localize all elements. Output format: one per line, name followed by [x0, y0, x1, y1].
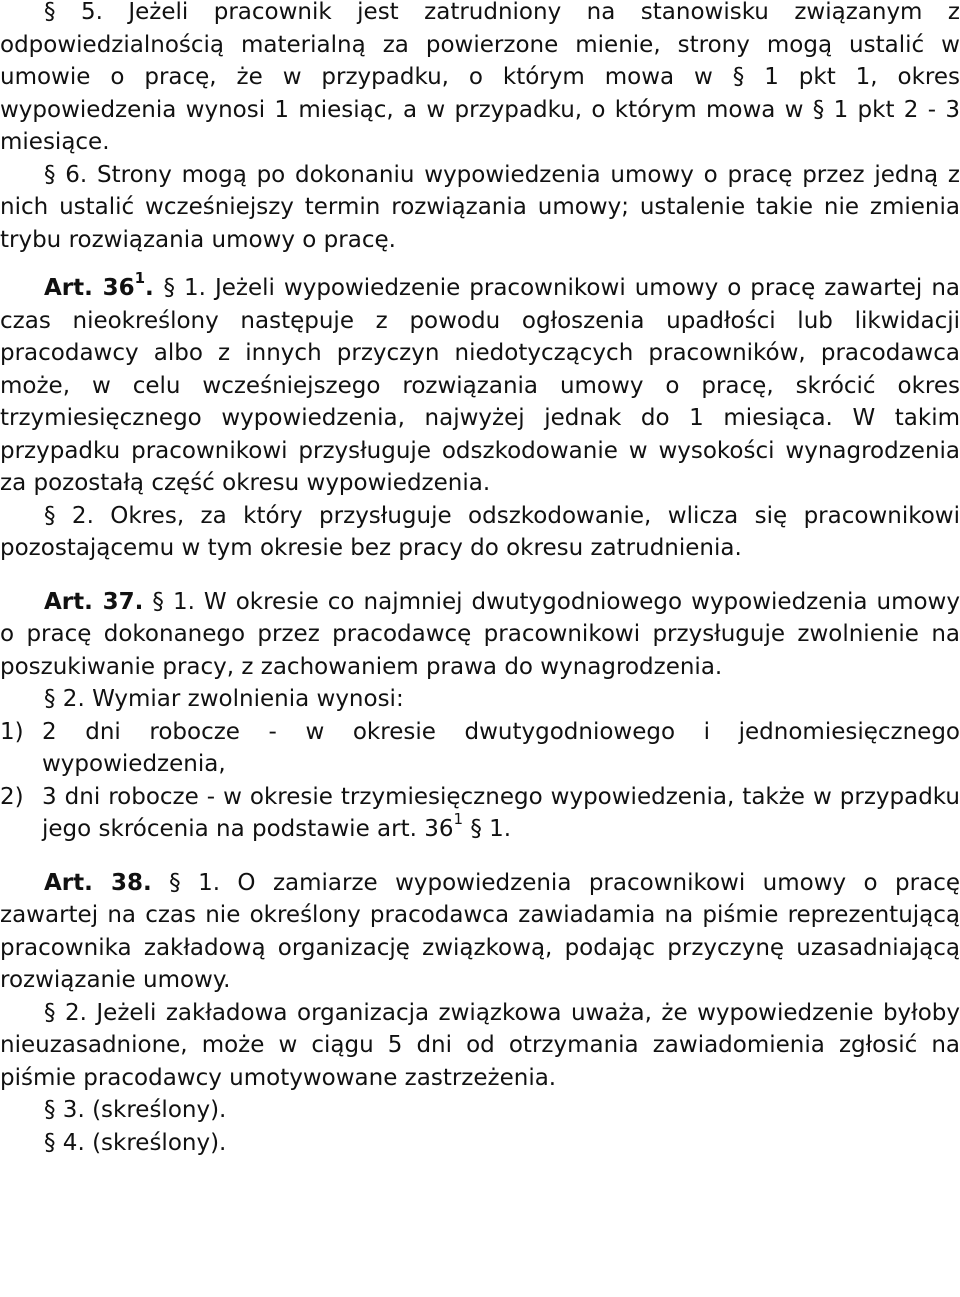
article-37-text: § 1. W okresie co najmniej dwutygodniowego wypowiedzenia umowy o pracę dokonanego przez pracodawcę pracownikowi przysługuje zwolnienie na poszukiwanie pracy, z zachowaniem prawa do wynagrodzenia. — [0, 588, 960, 680]
article-36-number: Art. $36^1$. — [44, 269, 164, 301]
article-36-text: § 1. Jeżeli wypowiedzenie pracownikowi umowy o pracę zawartej na czas nieokreślony następuje z powodu ogłoszenia upadłości lub likwidacji pracodawcy albo z innych przyczyn niedotyczących pracowników, pracodawca może, w celu wcześniejszego rozwiązania umowy o pracę, skrócić okres trzymiesięcznego wypowiedzenia, najwyżej jednak do 1 miesiąca. W takim przypadku pracownikowi przysługuje odszkodowanie w wysokości wynagrodzenia za pozostałą część okresu wypowiedzenia. — [0, 275, 960, 496]
list-item — [0, 781, 960, 846]
article-38-paragraph-2: § 2. Jeżeli zakładowa organizacja związkowa uważa, że wypowiedzenie byłoby nieuzasadnione, może w ciągu 5 dni od otrzymania zawiadomienia zgłosić na piśmie pracodawcy umotywowane zastrzeżenia. — [0, 999, 960, 1091]
article-36-paragraph-2: § 2. Okres, za który przysługuje odszkodowanie, wlicza się pracownikowi pozostającemu w tym okresie bez pracy do okresu zatrudnienia. — [0, 502, 960, 561]
list-item-text: 2 dni robocze - w okresie dwutygodniowego i jednomiesięcznego wypowiedzenia, — [42, 718, 960, 777]
paragraph-5: § 5. Jeżeli pracownik jest zatrudniony na stanowisku związanym z odpowiedzialnością materialną za powierzone mienie, strony mogą ustalić w umowie o pracę, że w przypadku, o którym mowa w § 1 pkt 1, okres wypowiedzenia wynosi 1 miesiąc, a w przypadku, o którym mowa w § 1 pkt 2 - 3 miesiące. — [0, 0, 960, 155]
article-36-paragraph-1 — [0, 269, 960, 500]
list-item — [0, 716, 960, 781]
article-38-paragraph-1 — [0, 867, 960, 997]
article-38-text: § 1. O zamiarze wypowiedzenia pracownikowi umowy o pracę zawartej na czas nie określony pracodawca zawiadamia na piśmie reprezentującą pracownika zakładową organizację związkową, podając przyczynę uzasadniającą rozwiązanie umowy. — [0, 869, 960, 993]
article-37-paragraph-1 — [0, 586, 960, 684]
list-item-number: 1) — [0, 718, 24, 745]
article-36-superscript: 1 — [134, 269, 146, 288]
article-37-paragraph-2: § 2. Wymiar zwolnienia wynosi: — [44, 686, 404, 712]
article-38-number: Art. 38. — [44, 869, 152, 896]
article-38-paragraph-3: § 3. (skreślony). — [44, 1097, 227, 1123]
list-item-superscript: 1 — [453, 810, 464, 829]
list-item-number: 2) — [0, 783, 24, 810]
article-38-paragraph-4: § 4. (skreślony). — [44, 1129, 227, 1156]
list-item-text: 3 dni robocze - w okresie trzymiesięcznego wypowiedzenia, także w przypadku jego skrócenia na podstawie art. $36^1$ § 1. — [42, 783, 960, 842]
paragraph-6: § 6. Strony mogą po dokonaniu wypowiedzenia umowy o pracę przez jedną z nich ustalić wcześniejszy termin rozwiązania umowy; ustalenie takie nie zmienia trybu rozwiązania umowy o pracę. — [0, 161, 960, 253]
article-37-number: Art. 37. — [44, 588, 144, 615]
